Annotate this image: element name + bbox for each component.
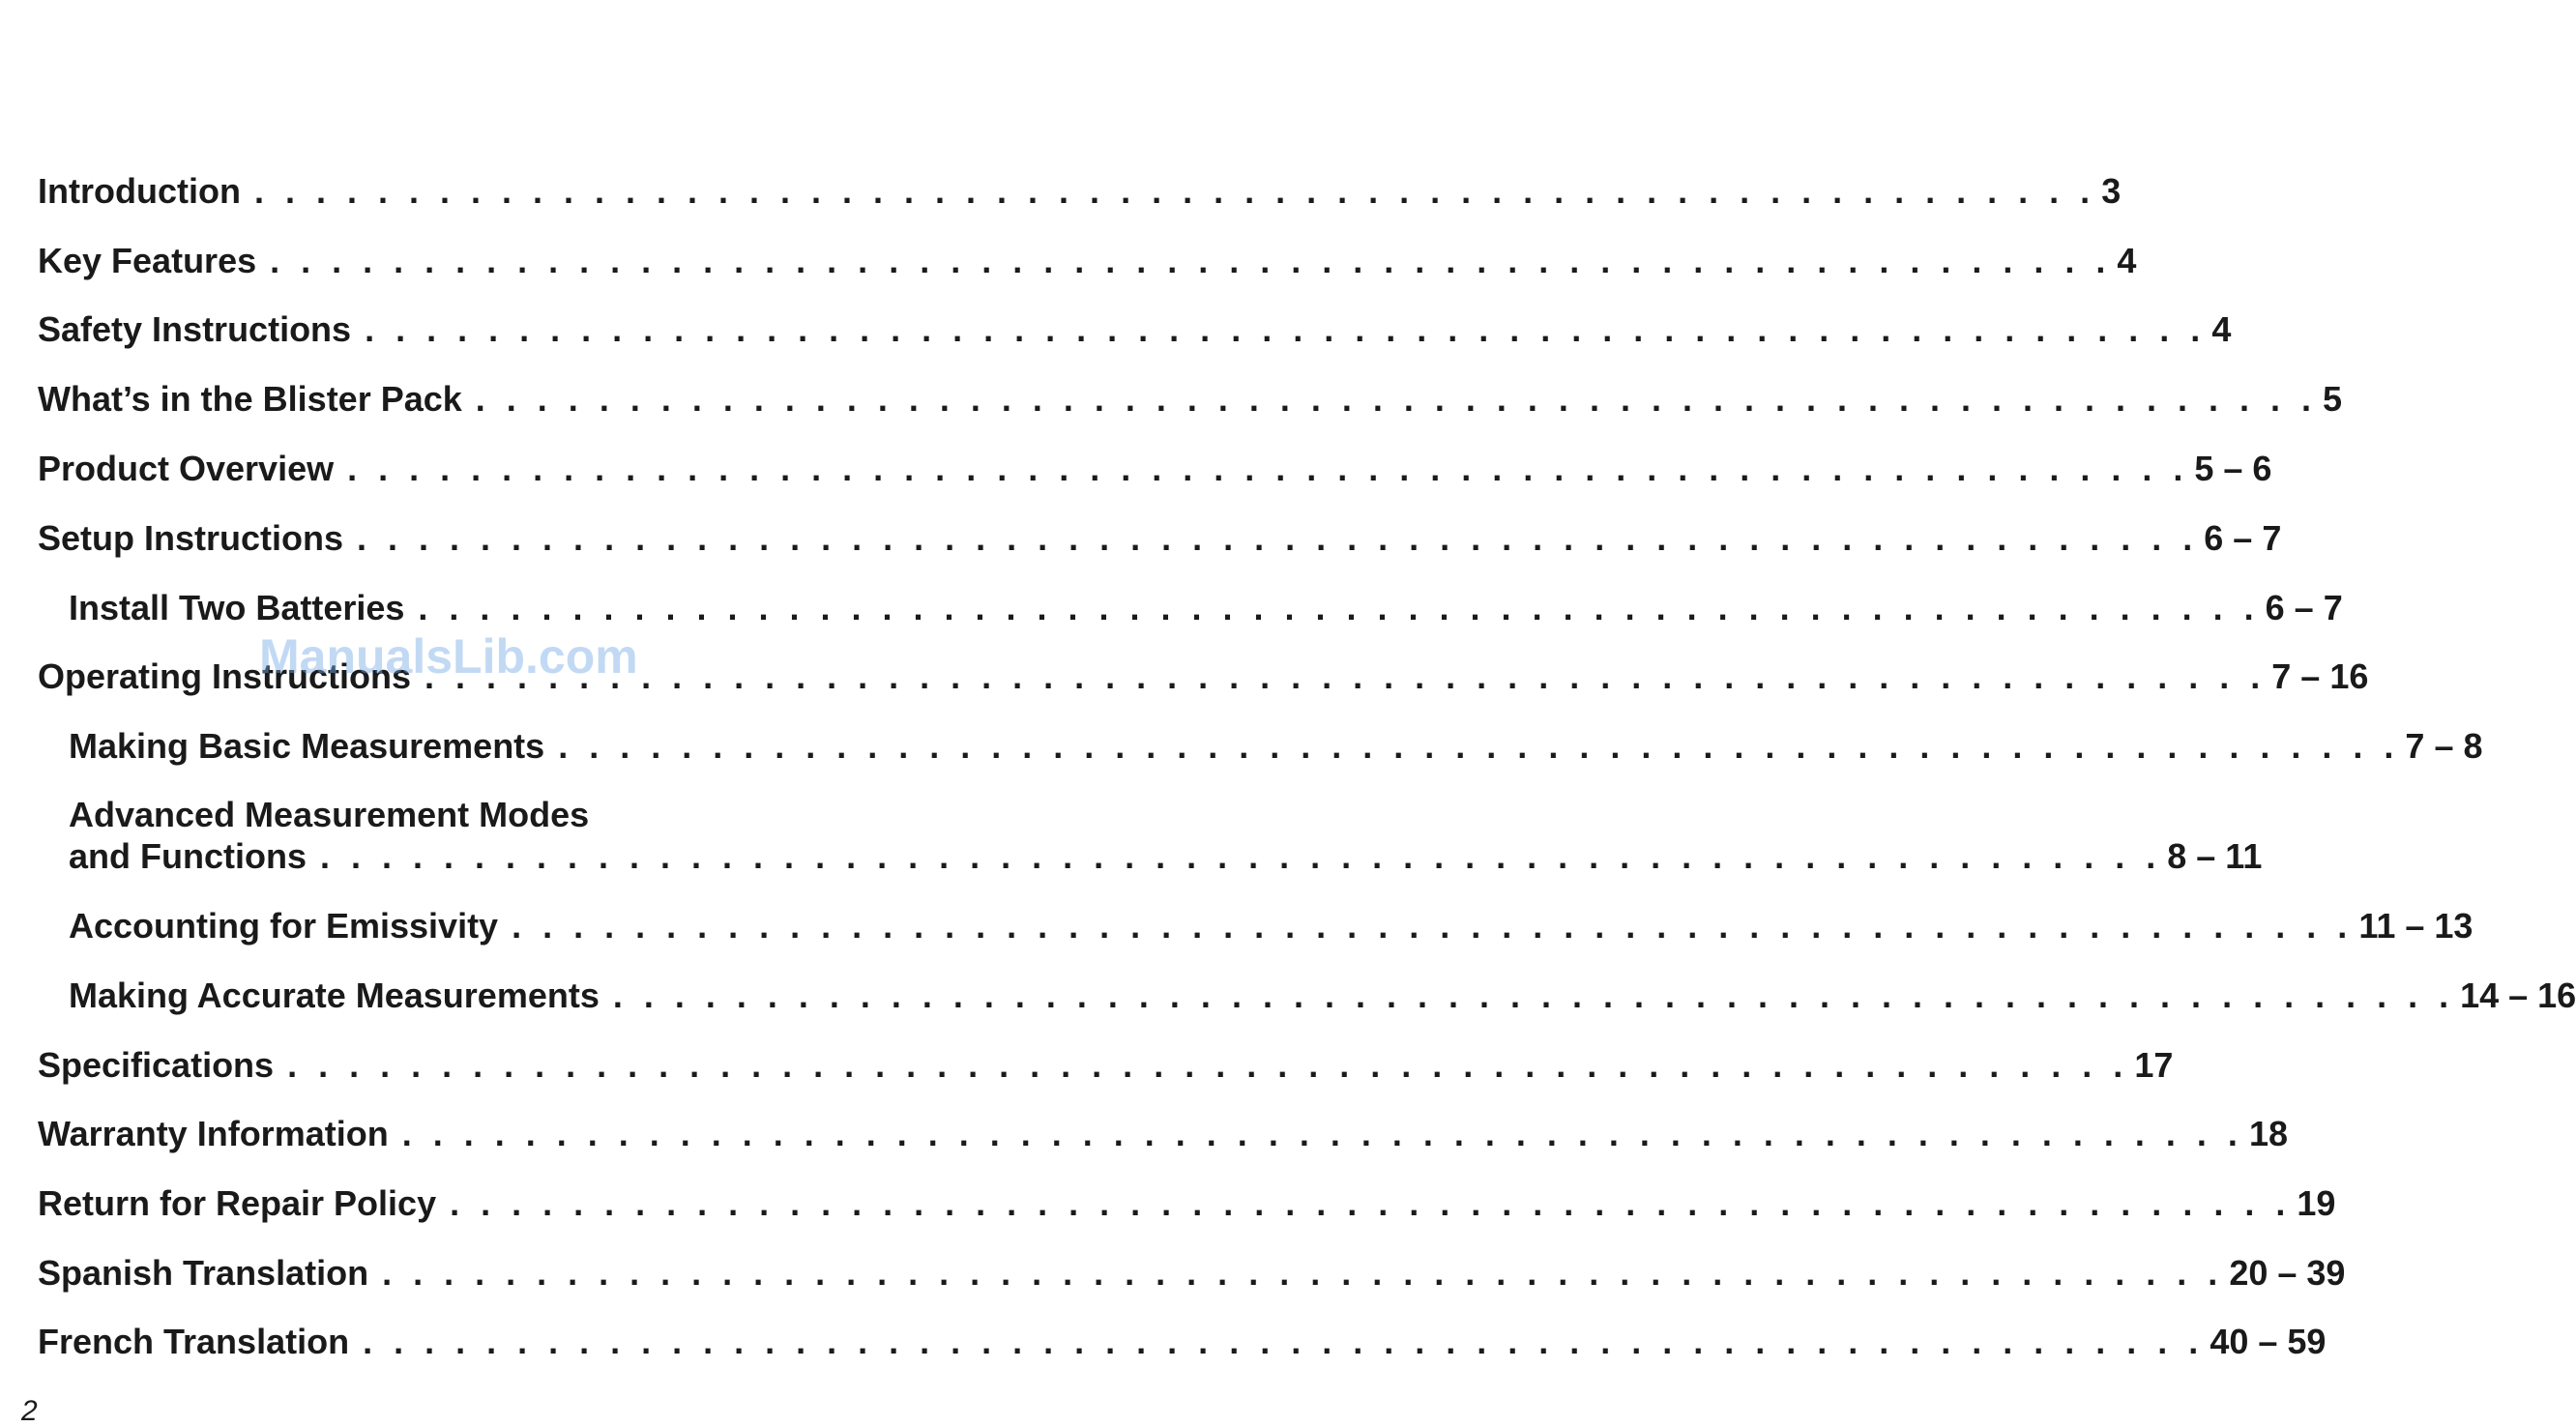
toc-entry-title: and Functions [69, 836, 307, 876]
toc-entry-basic-measurements [69, 726, 2483, 766]
toc-entry-title: Product Overview [38, 449, 335, 488]
toc-entry-title: Return for Repair Policy [38, 1183, 437, 1223]
dot-leader: . . . . . . . . . . . . . . . . . . . . . . . . . . . . . . . . . . . . . . . . . . . . . . . . . . . . . . . . . . . . [475, 379, 2318, 419]
toc-entry-product-overview [38, 449, 2272, 488]
toc-entry-page: 18 [2248, 1114, 2288, 1153]
toc-entry-page: 14 – 16 [2460, 976, 2576, 1015]
toc-entry-page: 8 – 11 [2167, 836, 2263, 876]
toc-entry-page: 20 – 39 [2229, 1253, 2346, 1293]
toc-entry-install-batteries [69, 588, 2343, 627]
toc-entry-title: Specifications [38, 1045, 275, 1085]
dot-leader: . . . . . . . . . . . . . . . . . . . . . . . . . . . . . . . . . . . . . . . . . . . . . . . . . . . . . . . . . . . . [382, 1253, 2224, 1293]
toc-entry-page: 3 [2101, 171, 2122, 211]
dot-leader: . . . . . . . . . . . . . . . . . . . . . . . . . . . . . . . . . . . . . . . . . . . . . . . . . . . . . . . . . . . . [270, 241, 2112, 280]
dot-leader: . . . . . . . . . . . . . . . . . . . . . . . . . . . . . . . . . . . . . . . . . . . . . . . . . . . . . . . . . . . . [450, 1183, 2292, 1223]
toc-entry-introduction [38, 171, 2122, 211]
toc-entry-safety-instructions [38, 309, 2232, 349]
toc-entry-page: 4 [2117, 241, 2137, 280]
toc-entry-title: Introduction [38, 171, 241, 211]
toc-entry-title: Making Basic Measurements [69, 726, 545, 766]
toc-entry-title: Warranty Information [38, 1114, 389, 1153]
toc-entry-repair-policy [38, 1183, 2336, 1223]
toc-entry-page: 40 – 59 [2210, 1322, 2327, 1361]
toc-entry-warranty [38, 1114, 2288, 1153]
toc-entry-title: Making Accurate Measurements [69, 976, 600, 1015]
toc-entry-page: 6 – 7 [2265, 588, 2343, 627]
toc-entry-title: Spanish Translation [38, 1253, 369, 1293]
page-number: 2 [21, 1395, 38, 1427]
dot-leader: . . . . . . . . . . . . . . . . . . . . . . . . . . . . . . . . . . . . . . . . . . . . . . . . . . . . . . . . . . . . [287, 1045, 2129, 1085]
dot-leader: . . . . . . . . . . . . . . . . . . . . . . . . . . . . . . . . . . . . . . . . . . . . . . . . . . . . . . . . . . . . [558, 726, 2400, 766]
toc-entry-page: 11 – 13 [2358, 906, 2474, 946]
dot-leader: . . . . . . . . . . . . . . . . . . . . . . . . . . . . . . . . . . . . . . . . . . . . . . . . . . . . . . . . . . . . [612, 976, 2455, 1015]
toc-entry-key-features [38, 241, 2137, 280]
toc-entry-page: 7 – 16 [2271, 656, 2369, 696]
dot-leader: . . . . . . . . . . . . . . . . . . . . . . . . . . . . . . . . . . . . . . . . . . . . . . . . . . . . . . . . . . . . [357, 518, 2199, 558]
toc-entry-advanced-modes [69, 836, 2263, 876]
toc-entry-title: Operating Instructions [38, 656, 412, 696]
dot-leader: . . . . . . . . . . . . . . . . . . . . . . . . . . . . . . . . . . . . . . . . . . . . . . . . . . . . . . . . . . . . [418, 588, 2260, 627]
toc-entry-title: Install Two Batteries [69, 588, 405, 627]
dot-leader: . . . . . . . . . . . . . . . . . . . . . . . . . . . . . . . . . . . . . . . . . . . . . . . . . . . . . . . . . . . . [363, 1322, 2205, 1361]
dot-leader: . . . . . . . . . . . . . . . . . . . . . . . . . . . . . . . . . . . . . . . . . . . . . . . . . . . . . . . . . . . . [365, 309, 2207, 349]
dot-leader: . . . . . . . . . . . . . . . . . . . . . . . . . . . . . . . . . . . . . . . . . . . . . . . . . . . . . . . . . . . . [320, 836, 2162, 876]
toc-entry-page: 19 [2297, 1183, 2336, 1223]
toc-entry-setup-instructions [38, 518, 2282, 558]
dot-leader: . . . . . . . . . . . . . . . . . . . . . . . . . . . . . . . . . . . . . . . . . . . . . . . . . . . . . . . . . . . . [424, 656, 2267, 696]
toc-entry-accurate-measurements [69, 976, 2576, 1015]
toc-entry-page: 5 – 6 [2194, 449, 2272, 488]
toc-entry-blister-pack [38, 379, 2343, 419]
dot-leader: . . . . . . . . . . . . . . . . . . . . . . . . . . . . . . . . . . . . . . . . . . . . . . . . . . . . . . . . . . . . [512, 906, 2354, 946]
toc-entry-title: French Translation [38, 1322, 350, 1361]
toc-entry-advanced-modes-line1: Advanced Measurement Modes [69, 795, 590, 834]
toc-entry-page: 4 [2211, 309, 2232, 349]
toc-entry-page: 17 [2134, 1045, 2174, 1085]
toc-entry-page: 5 [2323, 379, 2343, 419]
dot-leader: . . . . . . . . . . . . . . . . . . . . . . . . . . . . . . . . . . . . . . . . . . . . . . . . . . . . . . . . . . . . [347, 449, 2189, 488]
toc-entry-title: Accounting for Emissivity [69, 906, 499, 946]
toc-entry-page: 6 – 7 [2204, 518, 2282, 558]
toc-entry-spanish [38, 1253, 2346, 1293]
dot-leader: . . . . . . . . . . . . . . . . . . . . . . . . . . . . . . . . . . . . . . . . . . . . . . . . . . . . . . . . . . . . [253, 171, 2096, 211]
toc-entry-title: Key Features [38, 241, 257, 280]
toc-entry-specifications [38, 1045, 2174, 1085]
toc-entry-french [38, 1322, 2327, 1361]
toc-entry-page: 7 – 8 [2405, 726, 2483, 766]
toc-entry-title: Setup Instructions [38, 518, 344, 558]
watermark: ManualsLib.com [259, 629, 638, 684]
toc-entry-title: What’s in the Blister Pack [38, 379, 462, 419]
toc-entry-title: Safety Instructions [38, 309, 352, 349]
dot-leader: . . . . . . . . . . . . . . . . . . . . . . . . . . . . . . . . . . . . . . . . . . . . . . . . . . . . . . . . . . . . [401, 1114, 2243, 1153]
toc-entry-emissivity [69, 906, 2474, 946]
